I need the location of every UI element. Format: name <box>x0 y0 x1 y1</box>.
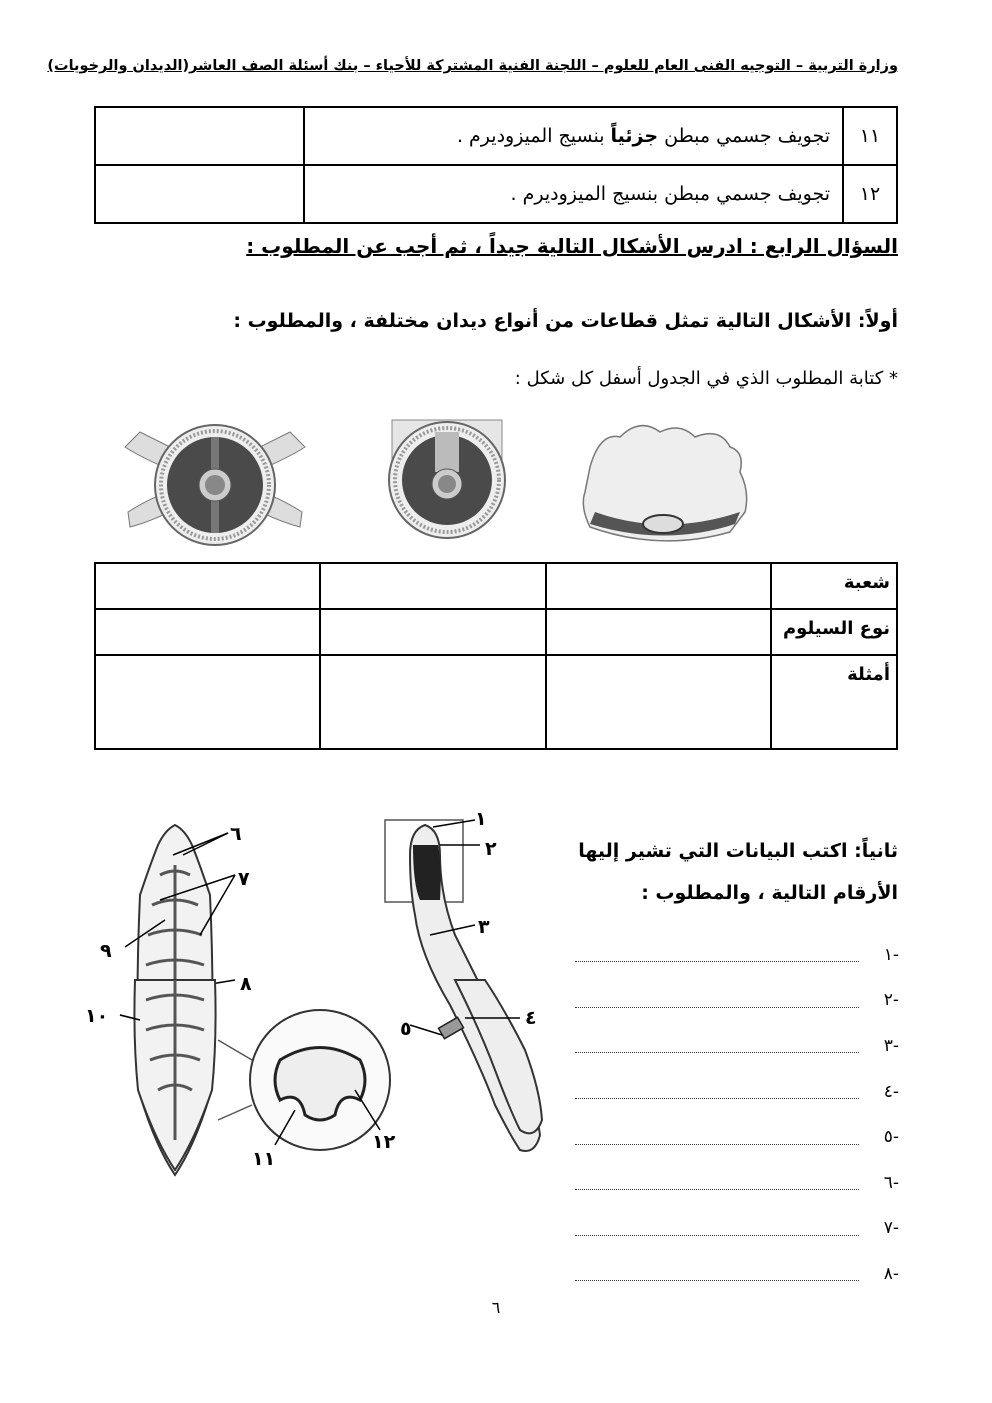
row-number: ١٢ <box>843 165 897 223</box>
label-8: ٨ <box>240 973 252 995</box>
row-label-examples: أمثلة <box>771 655 897 749</box>
answer-line[interactable] <box>575 1160 899 1206</box>
page-number: ٦ <box>491 1298 501 1317</box>
answer-cell[interactable] <box>320 655 545 749</box>
answer-line[interactable] <box>575 1206 899 1252</box>
dotted-line <box>575 1175 859 1190</box>
statements-table <box>94 106 898 224</box>
answer-cell[interactable] <box>320 563 545 609</box>
answer-number: ٨- <box>883 1263 899 1284</box>
table-row <box>95 107 897 165</box>
row-label-coelom-type: نوع السيلوم <box>771 609 897 655</box>
answer-cell[interactable] <box>320 609 545 655</box>
part1-instruction: * كتابة المطلوب الذي في الجدول أسفل كل شكل : <box>514 368 898 389</box>
answer-number: ١- <box>883 944 899 965</box>
label-5: ٥ <box>400 1018 412 1040</box>
answer-line[interactable] <box>575 1023 899 1069</box>
answer-number: ٥- <box>883 1127 899 1148</box>
planarian-lower-icon <box>134 980 215 1170</box>
statement-bold: جزئياً <box>610 125 659 147</box>
dotted-line <box>575 1084 859 1099</box>
answer-number: ٣- <box>883 1035 899 1056</box>
zoom-detail-icon <box>218 1010 390 1150</box>
part2-title-line: الأرقام التالية ، والمطلوب : <box>641 882 898 904</box>
nematode-section-icon <box>389 420 505 538</box>
label-6: ٦ <box>230 823 242 845</box>
statement-part: بنسيج الميزوديرم . <box>456 125 611 147</box>
statement-text <box>304 165 843 223</box>
dotted-line <box>575 947 859 962</box>
answer-line[interactable] <box>575 1251 899 1297</box>
row-number: ١١ <box>843 107 897 165</box>
dotted-line <box>575 1221 859 1236</box>
answer-cell[interactable] <box>95 609 320 655</box>
dotted-line <box>575 1266 859 1281</box>
label-2: ٢ <box>485 838 497 860</box>
answer-cell[interactable] <box>546 609 771 655</box>
row-label-phylum: شعبة <box>771 563 897 609</box>
question-4-title: السؤال الرابع : ادرس الأشكال التالية جيداً ، ثم أجب عن المطلوب : <box>246 234 898 258</box>
answer-lines <box>575 932 899 1297</box>
answer-number: ٤- <box>883 1081 899 1102</box>
dotted-line <box>575 993 859 1008</box>
statement-text <box>304 107 843 165</box>
label-12: ١٢ <box>372 1131 396 1153</box>
classification-table <box>94 562 898 750</box>
page-header: وزارة التربية – التوجيه الفنى العام للعلوم – اللجنة الفنية المشتركة للأحياء – بنك أسئلة الصف العاشر(الديدان والرخويات) <box>47 58 898 74</box>
answer-cell[interactable] <box>95 165 304 223</box>
answer-cell[interactable] <box>95 563 320 609</box>
worm-anatomy-figure <box>80 805 550 995</box>
flatworm-section-icon <box>583 426 746 541</box>
answer-line[interactable] <box>575 978 899 1024</box>
part1-title: أولاً: الأشكال التالية تمثل قطاعات من أنواع ديدان مختلفة ، والمطلوب : <box>233 310 898 332</box>
table-row <box>95 655 897 749</box>
label-1: ١ <box>475 808 487 830</box>
label-7: ٧ <box>238 868 250 890</box>
answer-line[interactable] <box>575 1114 899 1160</box>
answer-line[interactable] <box>575 1069 899 1115</box>
answer-number: ٢- <box>883 990 899 1011</box>
answer-cell[interactable] <box>95 107 304 165</box>
label-10: ١٠ <box>85 1005 109 1027</box>
part2-title <box>578 830 898 914</box>
answer-cell[interactable] <box>546 563 771 609</box>
label-4: ٤ <box>525 1007 537 1029</box>
statement-part: تجويف جسمي مبطن بنسيج الميزوديرم . <box>510 183 830 205</box>
annelid-section-icon <box>125 425 305 545</box>
worm-anatomy-figure-lower <box>80 980 550 1175</box>
label-3: ٣ <box>478 916 490 938</box>
label-9: ٩ <box>100 940 112 962</box>
dotted-line <box>575 1130 859 1145</box>
table-row <box>95 563 897 609</box>
answer-line[interactable] <box>575 932 899 978</box>
answer-number: ٦- <box>883 1172 899 1193</box>
worm-sections-figure <box>120 412 770 552</box>
fluke-lower-icon <box>438 980 542 1133</box>
answer-cell[interactable] <box>546 655 771 749</box>
table-row <box>95 165 897 223</box>
answer-number: ٧- <box>883 1218 899 1239</box>
table-row <box>95 609 897 655</box>
statement-part: تجويف جسمي مبطن <box>658 125 830 147</box>
part2-title-line: ثانياً: اكتب البيانات التي تشير إليها <box>578 840 898 862</box>
label-11: ١١ <box>252 1148 276 1170</box>
dotted-line <box>575 1038 859 1053</box>
answer-cell[interactable] <box>95 655 320 749</box>
